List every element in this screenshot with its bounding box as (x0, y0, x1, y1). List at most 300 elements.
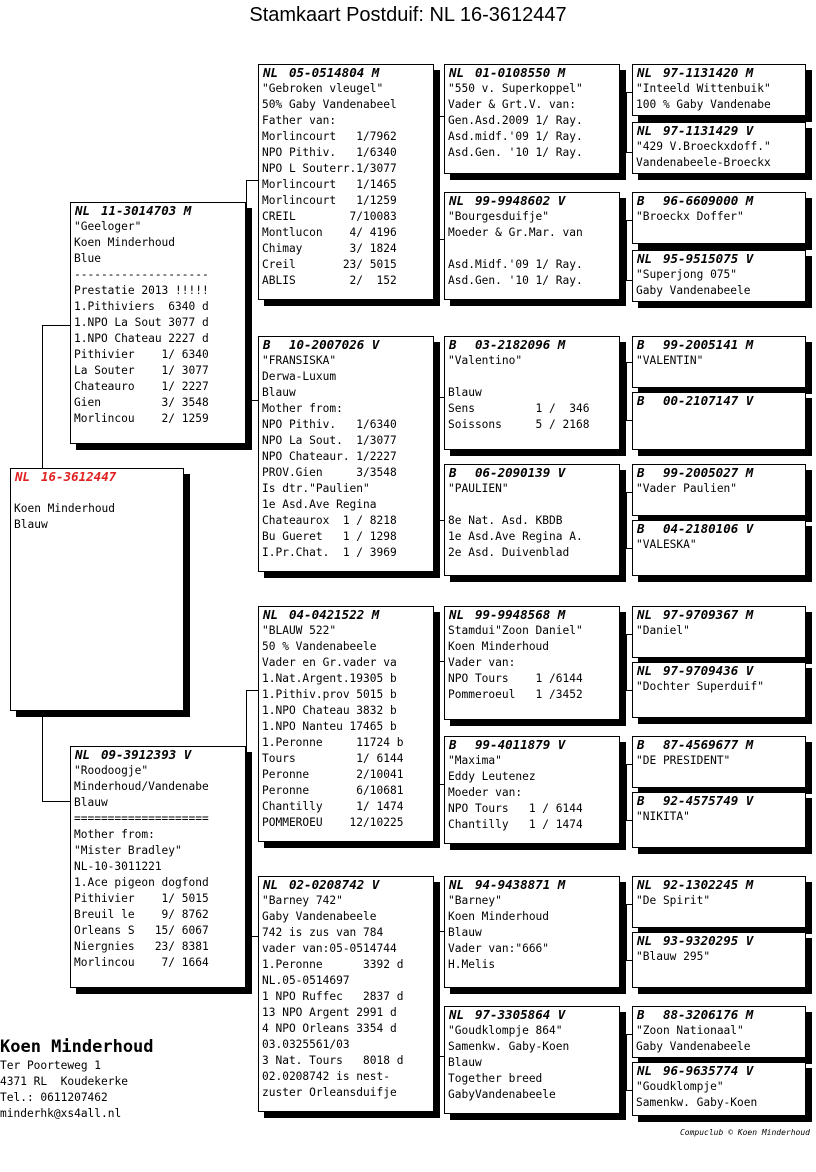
connector-line (626, 92, 627, 152)
connector-line (246, 320, 247, 400)
ring-id: 94-9438871 (475, 877, 551, 892)
dddd-card[interactable] (632, 1062, 806, 1116)
info-line: "Maxima" (448, 754, 502, 767)
dam-dam-dam-card[interactable] (444, 1006, 620, 1114)
info-line: Koen Minderhoud (448, 910, 550, 923)
connector-line (42, 801, 70, 802)
dam-sire-card[interactable] (258, 606, 434, 842)
country-code: NL (449, 877, 465, 892)
owner-email[interactable]: minderhk@xs4all.nl (0, 1107, 122, 1120)
ring-number (445, 465, 619, 481)
ring-number (633, 607, 805, 623)
country-code: NL (75, 203, 91, 218)
country-code: NL (263, 877, 279, 892)
info-line: 1.Nat.Argent.19305 b (262, 672, 397, 685)
ring-id: 95-9515075 (663, 251, 739, 266)
ddsd-card[interactable] (632, 932, 806, 988)
page-title: Stamkaart Postduif: NL 16-3612447 (249, 4, 567, 26)
info-line: "Barney 742" (262, 894, 343, 907)
sex-marker: V (745, 1063, 754, 1078)
ring-number (71, 747, 245, 763)
info-line: NPO L Souterr.1/3077 (262, 162, 397, 175)
ring-number (633, 123, 805, 139)
info-line: "Roodoogje" (74, 764, 149, 777)
ring-number (633, 521, 805, 537)
ring-number (633, 337, 805, 353)
info-line: Chantilly 1/ 1474 (262, 800, 404, 813)
info-line: 4 NPO Orleans 3354 d (262, 1022, 397, 1035)
info-line: Derwa-Luxum (262, 370, 337, 383)
info-line: "Barney" (448, 894, 502, 907)
info-line: Niergnies 23/ 8381 (74, 940, 209, 953)
sex-marker: M (745, 1007, 754, 1022)
connector-line (438, 116, 439, 239)
connector-line (438, 397, 439, 520)
sex-marker: V (745, 933, 754, 948)
ring-id: 99-4011879 (475, 737, 551, 752)
subject-card[interactable] (10, 468, 184, 711)
ring-id: 92-4575749 (663, 793, 739, 808)
country-code: B (263, 337, 271, 352)
info-line: Chantilly 1 / 1474 (448, 818, 583, 831)
info-line: Mother from: (74, 828, 155, 841)
country-code: NL (15, 469, 31, 484)
sex-marker: V (371, 337, 380, 352)
ring-number (445, 193, 619, 209)
connector-line (626, 764, 627, 820)
info-line: "Valentino" (448, 354, 523, 367)
info-line: Vader & Grt.V. van: (448, 98, 576, 111)
sex-marker: V (557, 1007, 566, 1022)
info-line: NL.05-0514697 (262, 974, 350, 987)
sssd-card[interactable] (632, 122, 806, 174)
country-code: NL (263, 65, 279, 80)
dam-sire-dam-card[interactable] (444, 736, 620, 844)
sdsd-card[interactable] (632, 392, 806, 450)
info-line: Morlincourt 1/1465 (262, 178, 397, 191)
info-line: Koen Minderhoud (74, 236, 176, 249)
sex-marker: V (745, 393, 754, 408)
info-line: "Zoon Nationaal" (636, 1024, 744, 1037)
info-line: Breuil le 9/ 8762 (74, 908, 209, 921)
footer-credit: Compuclub © Koen Minderhoud (679, 1128, 810, 1137)
dam-sire-sire-card[interactable] (444, 606, 620, 720)
info-line: Prestatie 2013 !!!!! (74, 284, 209, 297)
info-line: "Gebroken vleugel" (262, 82, 384, 95)
info-line: Samenkw. Gaby-Koen (448, 1040, 570, 1053)
ring-number (445, 607, 619, 623)
ring-id: 03-2182096 (475, 337, 551, 352)
owner-block (0, 1036, 240, 1122)
info-line (633, 769, 805, 785)
info-line: ==================== (74, 812, 209, 825)
info-line: Gien 3/ 3548 (74, 396, 209, 409)
ring-id: 99-9948568 (475, 607, 551, 622)
info-line: "Geeloger" (74, 220, 142, 233)
info-line: Chateauro 1/ 2227 (74, 380, 209, 393)
sex-marker: V (183, 747, 192, 762)
dam-dam-sire-card[interactable] (444, 876, 620, 988)
country-code: B (637, 337, 645, 352)
info-line: Vader van: (448, 656, 516, 669)
info-line: Peronne 2/10041 (262, 768, 404, 781)
country-code: B (637, 793, 645, 808)
country-code: B (637, 1007, 645, 1022)
connector-line (246, 180, 247, 245)
ring-number (633, 877, 805, 893)
connector-line (246, 690, 258, 691)
ring-id: 92-1302245 (663, 877, 739, 892)
sex-marker: M (745, 193, 754, 208)
info-line: Eddy Leutenez (448, 770, 536, 783)
info-line: 02.0208742 is nest- (262, 1070, 390, 1083)
ring-number (633, 1063, 805, 1079)
ring-number (71, 203, 245, 219)
info-line: Gaby Vandenabeele (636, 1040, 751, 1053)
sex-marker: M (557, 337, 566, 352)
info-line: Mother from: (262, 402, 343, 415)
ring-id: 04-0421522 (289, 607, 365, 622)
info-line: Orleans S 15/ 6067 (74, 924, 209, 937)
sex-marker: M (557, 877, 566, 892)
info-line: CREIL 7/10083 (262, 210, 397, 223)
sire-sire-dam-card[interactable] (444, 192, 620, 300)
info-line: Vader en Gr.vader va (262, 656, 397, 669)
info-line: "BLAUW 522" (262, 624, 337, 637)
info-line: Blauw (74, 796, 108, 809)
info-line: Chateaurox 1 / 8218 (262, 514, 397, 527)
ring-number (445, 737, 619, 753)
info-line: "Blauw 295" (636, 950, 711, 963)
country-code: NL (263, 607, 279, 622)
info-line: Bu Gueret 1 / 1298 (262, 530, 397, 543)
country-code: B (637, 193, 645, 208)
dsss-card[interactable] (632, 606, 806, 658)
info-line (445, 369, 619, 385)
country-code: NL (75, 747, 91, 762)
info-line (633, 695, 805, 711)
info-line: Blauw (448, 926, 482, 939)
ring-id: 10-2007026 (289, 337, 365, 352)
sex-marker: M (557, 65, 566, 80)
connector-line (626, 362, 627, 420)
country-code: NL (637, 933, 653, 948)
info-line (633, 369, 805, 385)
info-line: 3 Nat. Tours 8018 d (262, 1054, 404, 1067)
info-line: 50% Gaby Vandenabeel (262, 98, 397, 111)
info-line (633, 965, 805, 981)
info-line: 03.0325561/03 (262, 1038, 350, 1051)
sex-marker: V (745, 793, 754, 808)
ring-number (633, 193, 805, 209)
info-line: PROV.Gien 3/3548 (262, 466, 397, 479)
info-line: "Bourgesduifje" (448, 210, 550, 223)
country-code: B (449, 465, 457, 480)
info-line: Minderhoud/Vandenabe (74, 780, 209, 793)
ring-number (259, 877, 433, 893)
connector-line (246, 860, 247, 936)
sex-marker: M (745, 465, 754, 480)
country-code: NL (637, 251, 653, 266)
info-line: 100 % Gaby Vandenabe (636, 98, 771, 111)
country-code: NL (637, 877, 653, 892)
ring-id: 97-1131420 (663, 65, 739, 80)
connector-line (438, 931, 439, 1056)
ring-number (633, 251, 805, 267)
info-line (445, 241, 619, 257)
info-line (445, 497, 619, 513)
sex-marker: M (371, 65, 380, 80)
info-line: Blauw (448, 386, 482, 399)
sex-marker: M (745, 65, 754, 80)
ring-number (445, 337, 619, 353)
info-line: Father van: (262, 114, 337, 127)
ring-id: 97-9709367 (663, 607, 739, 622)
info-line: Pommeroeul 1 /3452 (448, 688, 583, 701)
ring-number (633, 65, 805, 81)
connector-line (42, 325, 70, 326)
info-line: 8e Nat. Asd. KBDB (448, 514, 563, 527)
info-line: 1 NPO Ruffec 2837 d (262, 990, 404, 1003)
info-line: Tours 1/ 6144 (262, 752, 404, 765)
ring-id: 16-3612447 (41, 469, 117, 484)
info-line: Morlincourt 1/7962 (262, 130, 397, 143)
ring-id: 87-4569677 (663, 737, 739, 752)
dsds-card[interactable] (632, 736, 806, 788)
info-line: Blue (74, 252, 101, 265)
ring-number (445, 1007, 619, 1023)
info-line: NPO Pithiv. 1/6340 (262, 146, 397, 159)
ring-id: 96-9635774 (663, 1063, 739, 1078)
info-line: Vader van:"666" (448, 942, 550, 955)
info-line: "Goudklompje 864" (448, 1024, 563, 1037)
sex-marker: V (557, 193, 566, 208)
sex-marker: M (557, 607, 566, 622)
dam-card[interactable] (70, 746, 246, 988)
info-line: Asd.midf.'09 1/ Ray. (448, 130, 583, 143)
info-line (633, 553, 805, 569)
info-line: "Vader Paulien" (636, 482, 738, 495)
ring-number (259, 65, 433, 81)
info-line: 742 is zus van 784 (262, 926, 384, 939)
info-line: "Inteeld Wittenbuik" (636, 82, 771, 95)
dam-dam-card[interactable] (258, 876, 434, 1112)
country-code: B (637, 521, 645, 536)
ring-number (445, 877, 619, 893)
ring-id: 96-6609000 (663, 193, 739, 208)
country-code: NL (637, 1063, 653, 1078)
info-line: Gen.Asd.2009 1/ Ray. (448, 114, 583, 127)
info-line: Together breed (448, 1072, 543, 1085)
sex-marker: M (745, 877, 754, 892)
connector-line (626, 634, 627, 690)
info-line: -------------------- (74, 268, 209, 281)
connector-line (42, 711, 43, 801)
country-code: NL (449, 65, 465, 80)
ring-number (633, 933, 805, 949)
info-line: 1.NPO Chateau 3832 b (262, 704, 397, 717)
info-line: 1.NPO Nanteu 17465 b (262, 720, 397, 733)
connector-line (626, 1034, 627, 1090)
info-line: Montlucon 4/ 4196 (262, 226, 397, 239)
info-line: Stamdui"Zoon Daniel" (448, 624, 583, 637)
info-line: Asd.Gen. '10 1/ Ray. (448, 146, 583, 159)
info-line: "VALENTIN" (636, 354, 704, 367)
ssss-card[interactable] (632, 64, 806, 116)
sire-dam-sire-card[interactable] (444, 336, 620, 450)
country-code: B (637, 737, 645, 752)
info-line: NPO Chateaur. 1/2227 (262, 450, 397, 463)
info-line: "VALESKA" (636, 538, 697, 551)
info-line: 1.Pithiviers 6340 d (74, 300, 209, 313)
sex-marker: M (745, 337, 754, 352)
ring-number (633, 737, 805, 753)
ddds-card[interactable] (632, 1006, 806, 1058)
info-line: La Souter 1/ 3077 (74, 364, 209, 377)
info-line: Pithivier 1/ 5015 (74, 892, 209, 905)
sire-card[interactable] (70, 202, 246, 444)
info-line: "Dochter Superduif" (636, 680, 764, 693)
ring-number (259, 607, 433, 623)
info-line: "Mister Bradley" (74, 844, 182, 857)
owner-address: Ter Poorteweg 1 (0, 1059, 102, 1072)
info-line (633, 225, 805, 241)
info-line: 50 % Vandenabeele (262, 640, 377, 653)
info-line: Blauw (14, 518, 48, 531)
info-line (633, 825, 805, 841)
sire-sire-sire-card[interactable] (444, 64, 620, 174)
country-code: B (449, 737, 457, 752)
info-line: Samenkw. Gaby-Koen (636, 1096, 758, 1109)
country-code: NL (449, 607, 465, 622)
info-line: NPO Pithiv. 1/6340 (262, 418, 397, 431)
country-code: NL (449, 1007, 465, 1022)
country-code: NL (637, 123, 653, 138)
country-code: NL (637, 607, 653, 622)
info-line: "Superjong 075" (636, 268, 738, 281)
connector-line (626, 492, 627, 548)
sex-marker: V (745, 663, 754, 678)
ring-id: 97-9709436 (663, 663, 739, 678)
info-line: zuster Orleansduifje (262, 1086, 397, 1099)
connector-line (626, 220, 627, 280)
connector-line (438, 661, 439, 784)
sex-marker: M (183, 203, 192, 218)
sire-sire-card[interactable] (258, 64, 434, 300)
info-line: Pithivier 1/ 6340 (74, 348, 209, 361)
info-line: NPO Tours 1 / 6144 (448, 802, 583, 815)
sex-marker: V (371, 877, 380, 892)
info-line: Moeder van: (448, 786, 523, 799)
country-code: B (637, 393, 645, 408)
info-line: 1.Ace pigeon dogfond (74, 876, 209, 889)
sdds-card[interactable] (632, 464, 806, 516)
info-line: H.Melis (448, 958, 496, 971)
ring-id: 93-9320295 (663, 933, 739, 948)
info-line (633, 497, 805, 513)
info-line: Morlincourt 1/1259 (262, 194, 397, 207)
ring-id: 99-9948602 (475, 193, 551, 208)
ring-number (633, 793, 805, 809)
ssdd-card[interactable] (632, 250, 806, 302)
info-line: 1.Peronne 3392 d (262, 958, 404, 971)
sire-dam-dam-card[interactable] (444, 464, 620, 576)
ring-id: 02-0208742 (289, 877, 365, 892)
info-line: "De Spirit" (636, 894, 711, 907)
info-line: 1.NPO Chateau 2227 d (74, 332, 209, 345)
ring-id: 97-3305864 (475, 1007, 551, 1022)
info-line: 1.Peronne 11724 b (262, 736, 404, 749)
sex-marker: V (557, 737, 566, 752)
sex-marker: V (745, 251, 754, 266)
info-line: Moeder & Gr.Mar. van (448, 226, 583, 239)
connector-line (246, 180, 258, 181)
dssd-card[interactable] (632, 662, 806, 718)
info-line: 13 NPO Argent 2991 d (262, 1006, 397, 1019)
country-code: B (449, 337, 457, 352)
info-line: vader van:05-0514744 (262, 942, 397, 955)
info-line: "FRANSISKA" (262, 354, 337, 367)
sex-marker: V (557, 465, 566, 480)
info-line: Chimay 3/ 1824 (262, 242, 397, 255)
info-line: Asd.Gen. '10 1/ Ray. (448, 274, 583, 287)
info-line: 1.Pithiv.prov 5015 b (262, 688, 397, 701)
sex-marker: V (745, 521, 754, 536)
info-line (633, 909, 805, 925)
sex-marker: V (745, 123, 754, 138)
connector-line (246, 400, 258, 401)
ring-id: 88-3206176 (663, 1007, 739, 1022)
info-line: Soissons 5 / 2168 (448, 418, 590, 431)
owner-name: Koen Minderhoud (0, 1037, 154, 1057)
info-line (633, 639, 805, 655)
info-line: Creil 23/ 5015 (262, 258, 397, 271)
info-line: Peronne 6/10681 (262, 784, 404, 797)
info-line: NL-10-3011221 (74, 860, 162, 873)
info-line: Koen Minderhoud (14, 502, 116, 515)
info-line: Morlincou 2/ 1259 (74, 412, 209, 425)
info-line: Asd.Midf.'09 1/ Ray. (448, 258, 583, 271)
ddss-card[interactable] (632, 876, 806, 928)
country-code: B (637, 465, 645, 480)
info-line: "550 v. Superkoppel" (448, 82, 583, 95)
info-line: "429 V.Broeckxdoff." (636, 140, 771, 153)
info-line: ABLIS 2/ 152 (262, 274, 397, 287)
info-line: "DE PRESIDENT" (636, 754, 731, 767)
info-line (633, 409, 805, 425)
info-line: Gaby Vandenabeele (636, 284, 751, 297)
info-line: "Broeckx Doffer" (636, 210, 744, 223)
sire-dam-card[interactable] (258, 336, 434, 572)
info-line: I.Pr.Chat. 1 / 3969 (262, 546, 397, 559)
ring-number (445, 65, 619, 81)
sddd-card[interactable] (632, 520, 806, 576)
sex-marker: M (745, 737, 754, 752)
ring-number (633, 393, 805, 409)
info-line: 1e Asd.Ave Regina (262, 498, 377, 511)
ring-id: 01-0108550 (475, 65, 551, 80)
info-line: Is dtr."Paulien" (262, 482, 370, 495)
dsdd-card[interactable] (632, 792, 806, 848)
info-line: Sens 1 / 346 (448, 402, 590, 415)
info-line: "PAULIEN" (448, 482, 509, 495)
info-line: NPO La Sout. 1/3077 (262, 434, 397, 447)
ssds-card[interactable] (632, 192, 806, 244)
connector-line (626, 904, 627, 960)
sdss-card[interactable] (632, 336, 806, 388)
info-line: NPO Tours 1 /6144 (448, 672, 583, 685)
country-code: NL (637, 663, 653, 678)
